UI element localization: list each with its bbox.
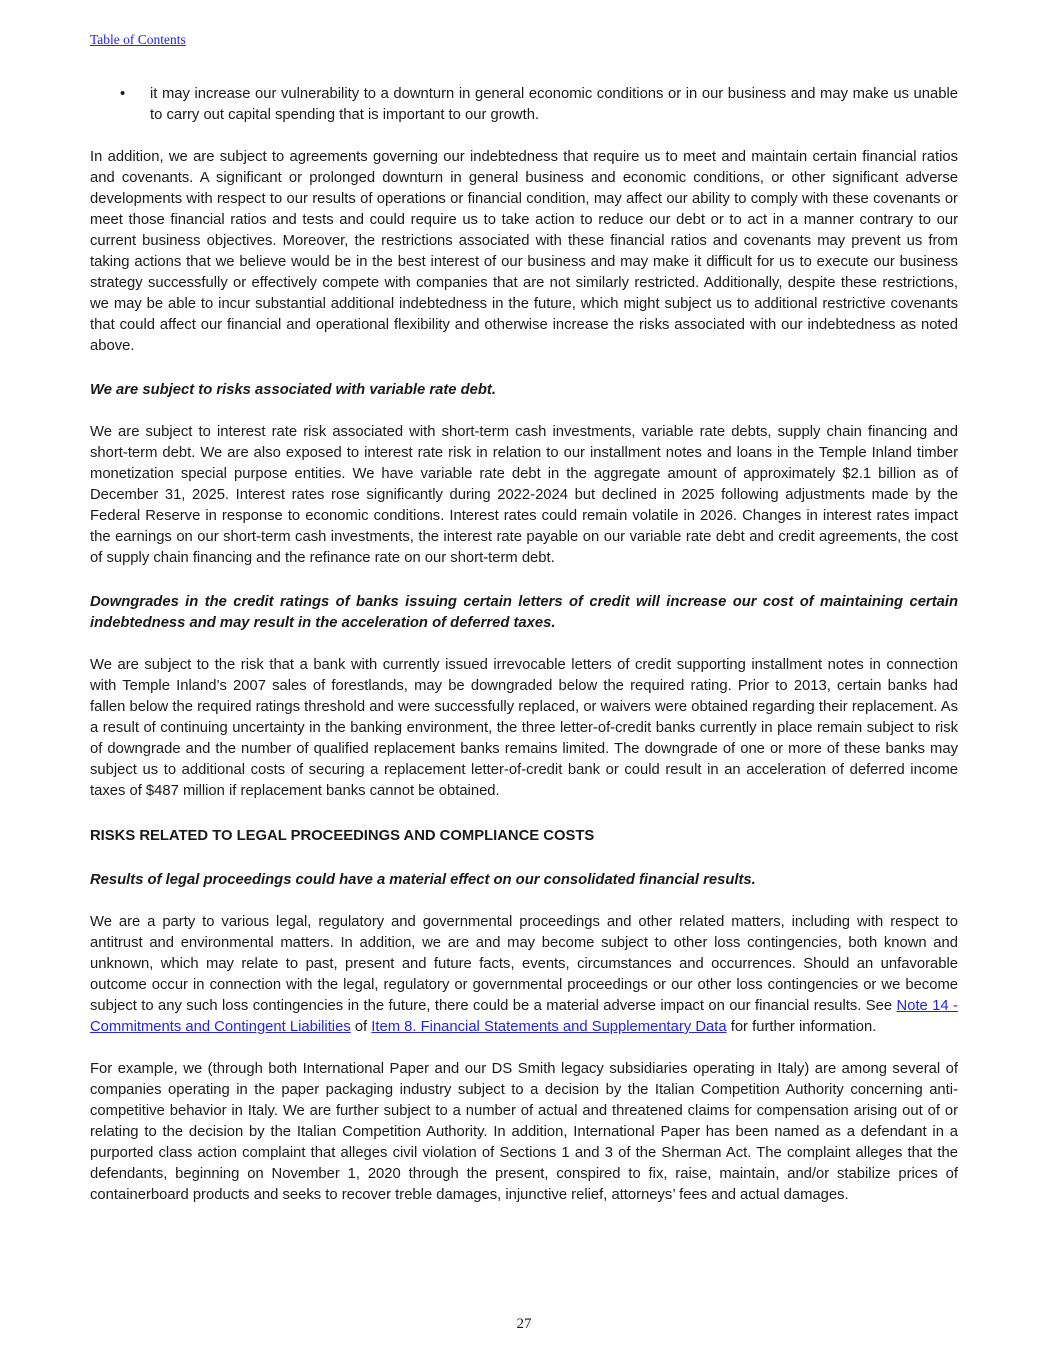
paragraph-letters-of-credit: We are subject to the risk that a bank with currently issued irrevocable letters of credit supporting installment notes in connection with Temple Inland’s 2007 sales of forestlands, may be downgraded below the required rating. Prior to 2013, certain banks had fallen below the required ratings threshold and were successfully replaced, or waivers were obtained regarding their replacement. As a result of continuing uncertainty in the banking environment, the three letter-of-credit banks currently in place remain subject to risk of downgrade and the number of qualified replacement banks remains limited. The downgrade of one or more of these banks may subject us to additional costs of securing a replacement letter-of-credit bank or could result in an acceleration of deferred income taxes of $487 million if replacement banks cannot be obtained. (90, 657, 958, 799)
item-8-financial-statements-link[interactable]: Item 8. Financial Statements and Supplementary Data (371, 1019, 727, 1035)
heading-variable-rate-debt: We are subject to risks associated with variable rate debt. (90, 382, 496, 398)
bullet-icon: • (120, 86, 126, 102)
section-heading-legal-proceedings: RISKS RELATED TO LEGAL PROCEEDINGS AND COMPLIANCE COSTS (90, 828, 595, 844)
legal-paragraph-intro-text: We are a party to various legal, regulatory and governmental proceedings and other related matters, including with respect to antitrust and environmental matters. In addition, we are and may become subject to other loss contingencies, both known and unknown, which may relate to past, present and future facts, events, circumstances and occurrences. Should an unfavorable outcome occur in connection with the legal, regulatory or governmental proceedings or our other loss contingencies or we become subject to any such loss contingencies in the future, there could be a material adverse impact on our financial results. See (90, 914, 958, 1014)
legal-paragraph-outro-text: for further information. (726, 1019, 877, 1035)
legal-paragraph-mid-text: of (350, 1019, 372, 1035)
table-of-contents-link[interactable]: Table of Contents (90, 32, 186, 47)
bullet-text: it may increase our vulnerability to a downturn in general economic conditions or in our business and may make us unable to carry out capital spending that is important to our growth. (150, 86, 958, 123)
page-number: 27 (516, 1316, 532, 1332)
heading-legal-results: Results of legal proceedings could have a material effect on our consolidated financial results. (90, 872, 756, 888)
note-14-commitments-link[interactable]: Note 14 - Commitments and Contingent Liabilities (90, 998, 958, 1035)
paragraph-covenants: In addition, we are subject to agreements governing our indebtedness that require us to meet and maintain certain financial ratios and covenants. A significant or prolonged downturn in general business and economic conditions, or other significant adverse developments with respect to our results of operations or financial condition, may affect our ability to comply with these covenants or meet those financial ratios and tests and could require us to take action to reduce our debt or to act in a manner contrary to our current business objectives. Moreover, the restrictions associated with these financial ratios and covenants may prevent us from taking actions that we believe would be in the best interest of our business and may make it difficult for us to execute our business strategy successfully or effectively compete with companies that are not similarly restricted. Additionally, despite these restrictions, we may be able to incur substantial additional indebtedness in the future, which might subject us to additional restrictive covenants that could affect our financial and operational flexibility and otherwise increase the risks associated with our indebtedness as noted above. (90, 149, 958, 354)
paragraph-legal-proceedings (90, 912, 958, 1038)
document-body (90, 62, 958, 1206)
header (90, 31, 186, 49)
bullet-list-item (90, 84, 958, 126)
paragraph-italy-antitrust: For example, we (through both International Paper and our DS Smith legacy subsidiaries operating in Italy) are among several of companies operating in the paper packaging industry subject to a decision by the Italian Competition Authority concerning anti-competitive behavior in Italy. We are further subject to a number of actual and threatened claims for compensation arising out of or relating to the decision by the Italian Competition Authority. In addition, International Paper has been named as a defendant in a purported class action complaint that alleges civil violation of Sections 1 and 3 of the Sherman Act. The complaint alleges that the defendants, beginning on November 1, 2020 through the present, conspired to fix, raise, maintain, and/or stabilize prices of containerboard products and seeks to recover treble damages, injunctive relief, attorneys’ fees and actual damages. (90, 1061, 958, 1203)
heading-downgrades: Downgrades in the credit ratings of banks issuing certain letters of credit will increase our cost of maintaining certain indebtedness and may result in the acceleration of deferred taxes. (90, 594, 958, 631)
paragraph-variable-rate: We are subject to interest rate risk associated with short-term cash investments, variable rate debts, supply chain financing and short-term debt. We are also exposed to interest rate risk in relation to our installment notes and loans in the Temple Inland timber monetization special purpose entities. We have variable rate debt in the aggregate amount of approximately $2.1 billion as of December 31, 2025. Interest rates rose significantly during 2022-2024 but declined in 2025 following adjustments made by the Federal Reserve in response to economic conditions. Interest rates could remain volatile in 2026. Changes in interest rates impact the earnings on our short-term cash investments, the interest rate payable on our variable rate debt and credit agreements, the cost of supply chain financing and the refinance rate on our short-term debt. (90, 424, 958, 566)
